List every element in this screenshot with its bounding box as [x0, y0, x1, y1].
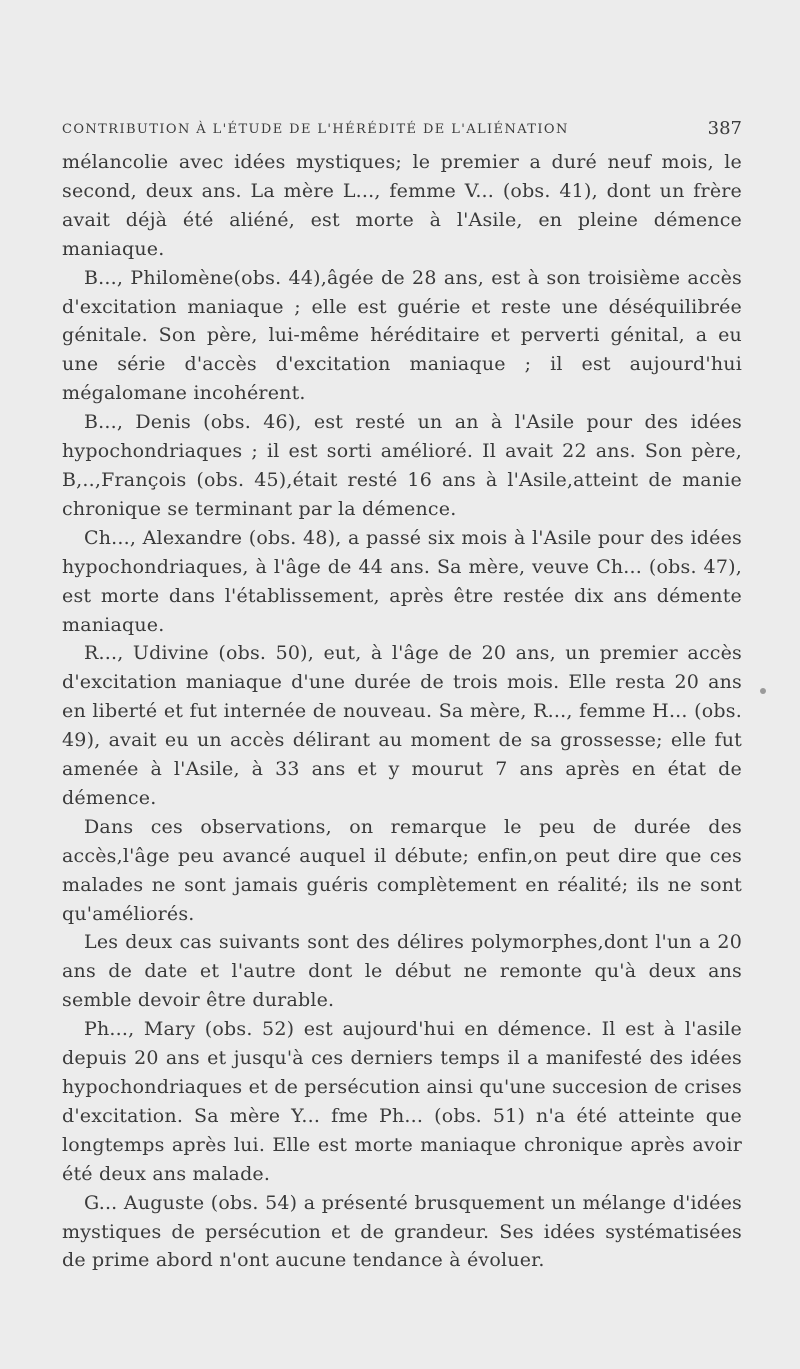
paragraph-denis: B..., Denis (obs. 46), est resté un an à l'Asile pour des idées hypochondriaques ; il est sorti amélioré. Il avait 22 ans. Son père, B,..,François (obs. 45),était resté 16 ans à l'Asile,atteint de manie chronique se terminant par la démence.: [62, 411, 742, 520]
running-header: [62, 118, 742, 142]
paragraph-continuation: mélancolie avec idées mystiques; le premier a duré neuf mois, le second, deux ans. La mère L..., femme V... (obs. 41), dont un frère avait déjà été aliéné, est morte à l'Asile, en pleine démence maniaque.: [62, 151, 742, 260]
paragraph-polymorphic-cases: Les deux cas suivants sont des délires polymorphes,dont l'un a 20 ans de date et l'autre dont le début ne remonte qu'à deux ans semble devoir être durable.: [62, 931, 742, 1012]
paragraph-philomene: B..., Philomène(obs. 44),âgée de 28 ans, est à son troisième accès d'excitation maniaque ; elle est guérie et reste une déséquilibrée génitale. Son père, lui-même héréditaire et perverti génital, a eu une série d'accès d'excitation maniaque ; il est aujourd'hui mégalomane incohérent.: [62, 266, 742, 405]
paragraph-mary: Ph..., Mary (obs. 52) est aujourd'hui en démence. Il est à l'asile depuis 20 ans et jusqu'à ces derniers temps il a manifesté des idées hypochondriaques et de persécution ainsi qu'une succesion de crises d'excitation. Sa mère Y... fme Ph... (obs. 51) n'a été atteinte que longtemps après lui. Elle est morte maniaque chronique après avoir été deux ans malade.: [62, 1018, 742, 1185]
running-title: CONTRIBUTION À L'ÉTUDE DE L'HÉRÉDITÉ DE L'ALIÉNATION: [62, 122, 569, 137]
paragraph-udivine: R..., Udivine (obs. 50), eut, à l'âge de 20 ans, un premier accès d'excitation maniaque d'une durée de trois mois. Elle resta 20 ans en liberté et fut internée de nouveau. Sa mère, R..., femme H... (obs. 49), avait eu un accès délirant au moment de sa grossesse; elle fut amenée à l'Asile, à 33 ans et y mourut 7 ans après en état de démence.: [62, 642, 742, 809]
body-text: [62, 148, 742, 1275]
paragraph-alexandre: Ch..., Alexandre (obs. 48), a passé six mois à l'Asile pour des idées hypochondriaques, à l'âge de 44 ans. Sa mère, veuve Ch... (obs. 47), est morte dans l'établissement, après être restée dix ans démente maniaque.: [62, 526, 742, 636]
paragraph-observations: Dans ces observations, on remarque le peu de durée des accès,l'âge peu avancé auquel il débute; enfin,on peut dire que ces malades ne sont jamais guéris complètement en réalité; ils ne sont qu'améliorés.: [62, 815, 742, 925]
page-number: 387: [707, 118, 742, 139]
paragraph-auguste: G... Auguste (obs. 54) a présenté brusquement un mélange d'idées mystiques de persécution et de grandeur. Ses idées systématisées de prime abord n'ont aucune tendance à évoluer.: [62, 1191, 742, 1272]
paper-speck: [760, 688, 766, 694]
